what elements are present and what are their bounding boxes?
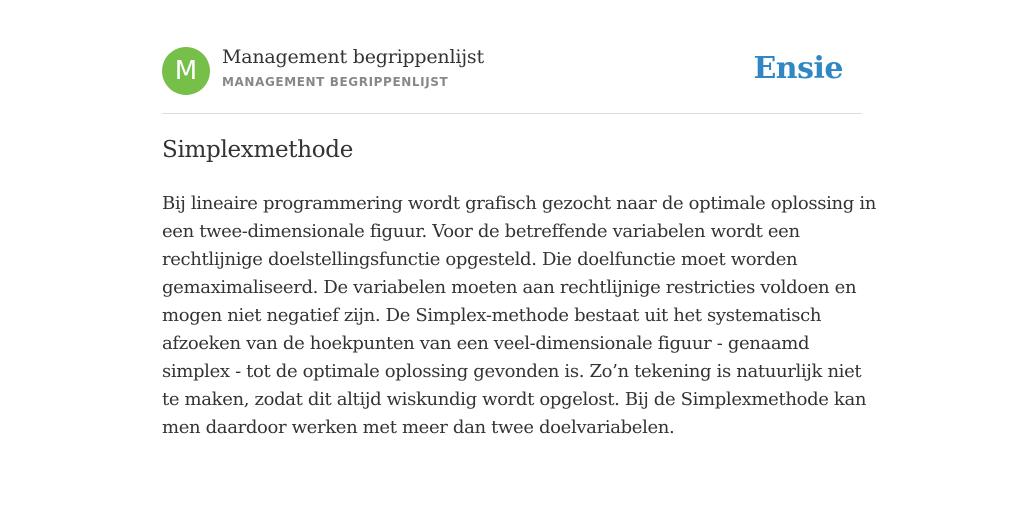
body-line: te maken, zodat dit altijd wiskundig wordt opgelost. Bij de Simplexmethode kan <box>162 389 867 410</box>
body-line: simplex - tot de optimale oplossing gevonden is. Zo’n tekening is natuurlijk niet <box>162 361 862 382</box>
body-line: men daardoor werken met meer dan twee doelvariabelen. <box>162 417 675 438</box>
body-line: rechtlijnige doelstellingsfunctie opgesteld. Die doelfunctie moet worden <box>162 249 798 270</box>
source-subtitle: MANAGEMENT BEGRIPPENLIJST <box>222 75 449 89</box>
avatar[interactable]: M <box>162 47 210 95</box>
body-line: een twee-dimensionale figuur. Voor de betreffende variabelen wordt een <box>162 221 800 242</box>
brand-logo[interactable]: Ensie <box>753 51 843 86</box>
body-line: Bij lineaire programmering wordt grafisch gezocht naar de optimale oplossing in <box>162 193 876 214</box>
body-line: mogen niet negatief zijn. De Simplex-methode bestaat uit het systematisch <box>162 305 822 326</box>
page-container <box>162 0 876 438</box>
header <box>162 0 862 114</box>
article-body <box>162 190 876 442</box>
source-title[interactable]: Management begrippenlijst <box>222 46 484 68</box>
page-title: Simplexmethode <box>162 137 354 163</box>
body-line: afzoeken van de hoekpunten van een veel-dimensionale figuur - genaamd <box>162 333 810 354</box>
body-line: gemaximaliseerd. De variabelen moeten aan rechtlijnige restricties voldoen en <box>162 277 857 298</box>
